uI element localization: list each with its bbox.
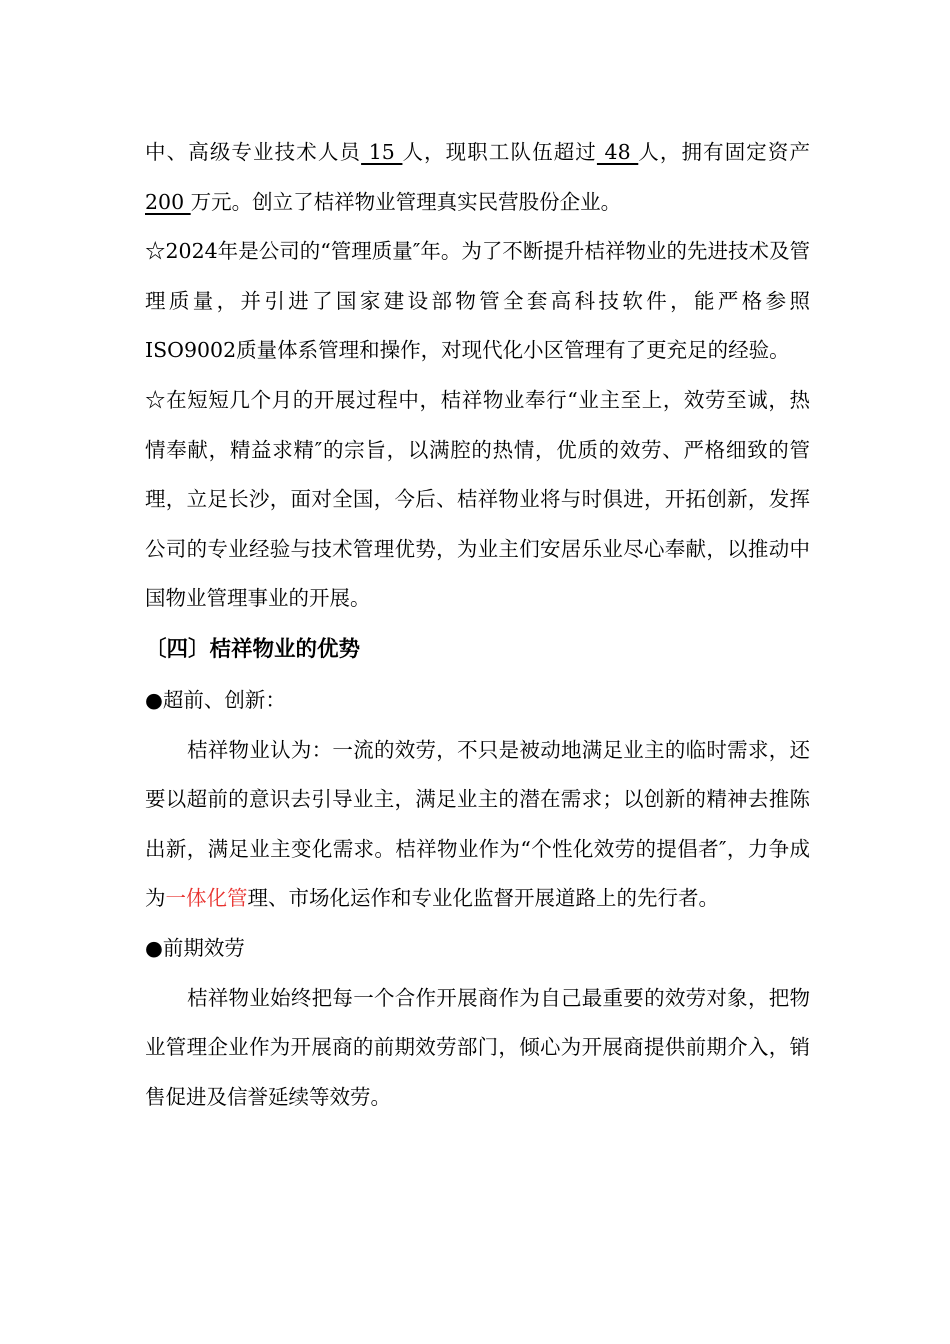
text: 人，现职工队伍超过	[402, 140, 597, 164]
asset-amount: 200	[145, 189, 191, 214]
bullet-innovation: ●超前、创新：	[145, 687, 286, 712]
text: 万元。创立了桔祥物业管理真实民营股份企业。	[190, 189, 622, 214]
bullet-early-service: ●前期效劳	[145, 935, 245, 960]
text: 人，拥有固定资产	[638, 140, 811, 164]
staff-count: 15	[361, 140, 403, 164]
worker-count: 48	[596, 140, 639, 164]
paragraph-innovation	[145, 726, 810, 924]
paragraph-development: ☆在短短几个月的开展过程中，桔祥物业奉行“业主至上，效劳至诚，热情奉献，精益求精″的宗旨，以满腔的热情，优质的效劳、严格细致的管理，立足长沙，面对全国，今后、桔祥物业将与时俱进，开拓创新，发挥公司的专业经验与技术管理优势，为业主们安居乐业尽心奉献，以推动中国物业管理事业的开展。	[145, 387, 810, 611]
text: 理、市场化运作和专业化监督开展道路上的先行者。	[247, 886, 719, 911]
paragraph-quality-year: ☆2024年是公司的“管理质量″年。为了不断提升桔祥物业的先进技术及管理质量，并引进了国家建设部物管全套高科技软件，能严格参照ISO9002质量体系管理和操作，对现代化小区管理有了更充足的经验。	[145, 239, 810, 363]
text: 桔祥物业认为：一流的效劳，不只是被动地满足业主的临时需求，还要以超前的意识去引导业主，满足业主的潜在需求；以创新的精神去推陈出新，满足业主变化需求。桔祥物业作为“个性化效劳的提倡者″，力争成为	[145, 737, 810, 911]
section-heading: 〔四〕桔祥物业的优势	[145, 636, 361, 662]
text: 中、高级专业技术人员	[145, 140, 362, 164]
paragraph-company-staff	[145, 128, 810, 227]
document-body	[145, 128, 810, 1122]
highlighted-text: 一体化管	[165, 886, 248, 911]
paragraph-early-service: 桔祥物业始终把每一个合作开展商作为自己最重要的效劳对象，把物业管理企业作为开展商的前期效劳部门，倾心为开展商提供前期介入，销售促进及信誉延续等效劳。	[145, 985, 810, 1109]
